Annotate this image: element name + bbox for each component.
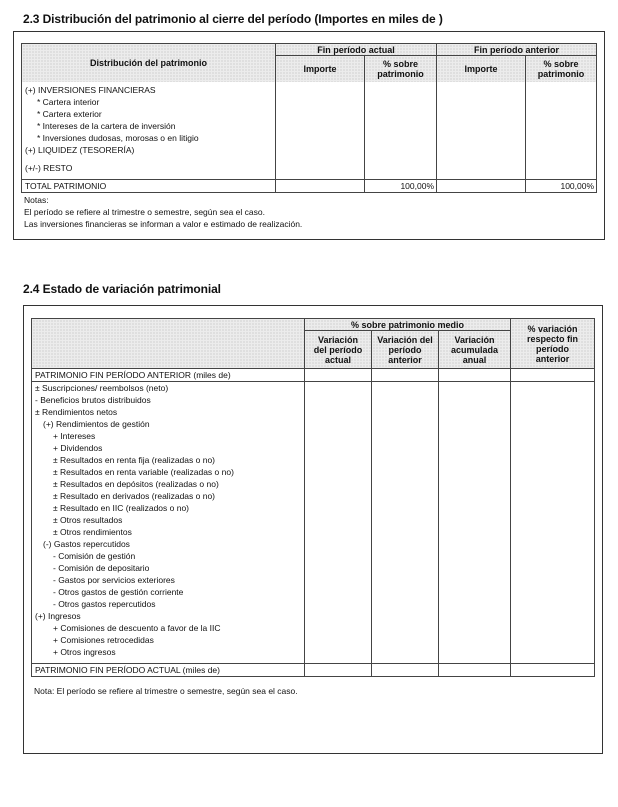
notes-heading: Notas: (24, 195, 49, 205)
row-rendimientos-netos: ± Rendimientos netos (35, 407, 118, 417)
row-gastos-servicios: - Gastos por servicios exteriores (53, 575, 175, 585)
variacion-table (31, 318, 595, 677)
row-depositos: ± Resultados en depósitos (realizadas o no) (53, 479, 219, 489)
row-otros-resultados: ± Otros resultados (53, 515, 123, 525)
cell-importe-actual (276, 82, 365, 180)
col-pct-anterior: % sobre patrimonio (526, 56, 597, 82)
section-2-3-title: 2.3 Distribución del patrimonio al cierre del período (Importes en miles de ) (23, 12, 443, 26)
col-variacion-respecto: % variación respecto fin período anterior (511, 319, 595, 369)
cell-var-respecto (511, 382, 595, 664)
section-2-4-title: 2.4 Estado de variación patrimonial (23, 282, 221, 296)
row-iic: ± Resultado en IIC (realizados o no) (53, 503, 190, 513)
row-inversiones-dudosas: * Inversiones dudosas, morosas o en litigio (37, 132, 199, 143)
row-comisiones-retrocedidas: + Comisiones retrocedidas (53, 635, 154, 645)
total-importe-actual (276, 180, 365, 193)
note-periodo: El período se refiere al trimestre o semestre, según sea el caso. (24, 207, 265, 217)
cell-pct-actual (365, 82, 437, 180)
row-otros-rendimientos: ± Otros rendimientos (53, 527, 132, 537)
cell-var-acumulada (439, 382, 511, 664)
col-distribucion-header: Distribución del patrimonio (22, 44, 276, 82)
row-otros-gastos-gestion: - Otros gastos de gestión corriente (53, 587, 184, 597)
total-pct-anterior: 100,00% (526, 180, 597, 193)
row-gastos-repercutidos: (-) Gastos repercutidos (43, 539, 130, 549)
row-ingresos: (+) Ingresos (35, 611, 81, 621)
patrimonio-items (22, 82, 276, 180)
row-inversiones-financieras: (+) INVERSIONES FINANCIERAS (25, 84, 156, 95)
row-otros-gastos-repercutidos: - Otros gastos repercutidos (53, 599, 156, 609)
variacion-note: Nota: El período se refiere al trimestre o semestre, según sea el caso. (34, 686, 298, 696)
row-comisiones-descuento: + Comisiones de descuento a favor de la IIC (53, 623, 221, 633)
group-pct-patrimonio-medio: % sobre patrimonio medio (305, 319, 511, 331)
col-variacion-acumulada: Variación acumulada anual (439, 331, 511, 369)
cell-importe-anterior (437, 82, 526, 180)
row-renta-variable: ± Resultados en renta variable (realizadas o no) (53, 467, 234, 477)
group-fin-periodo-anterior: Fin período anterior (437, 44, 597, 56)
row-patrimonio-anterior: PATRIMONIO FIN PERÍODO ANTERIOR (miles de) (32, 369, 305, 382)
row-suscripciones: ± Suscripciones/ reembolsos (neto) (35, 383, 169, 393)
note-inversiones: Las inversiones financieras se informan a valor e estimado de realización. (24, 219, 303, 229)
row-comision-depositario: - Comisión de depositario (53, 563, 150, 573)
patrimonio-notes (24, 194, 302, 230)
patrimonio-table (21, 43, 597, 193)
row-patrimonio-actual: PATRIMONIO FIN PERÍODO ACTUAL (miles de) (32, 664, 305, 677)
col-variacion-anterior: Variación del período anterior (372, 331, 439, 369)
total-importe-anterior (437, 180, 526, 193)
cell-pct-anterior (526, 82, 597, 180)
row-cartera-exterior: * Cartera exterior (37, 108, 102, 119)
row-renta-fija: ± Resultados en renta fija (realizadas o no) (53, 455, 216, 465)
col-variacion-actual: Variación del período actual (305, 331, 372, 369)
col-importe-anterior: Importe (437, 56, 526, 82)
row-intereses-cartera: * Intereses de la cartera de inversión (37, 120, 176, 131)
col-importe-actual: Importe (276, 56, 365, 82)
variacion-blank-header (32, 319, 305, 369)
row-otros-ingresos: + Otros ingresos (53, 647, 116, 657)
total-pct-actual: 100,00% (365, 180, 437, 193)
row-rendimientos-gestion: (+) Rendimientos de gestión (43, 419, 150, 429)
row-beneficios: - Beneficios brutos distribuidos (35, 395, 151, 405)
row-intereses: + Intereses (53, 431, 96, 441)
row-liquidez: (+) LIQUIDEZ (TESORERÍA) (25, 144, 135, 155)
row-cartera-interior: * Cartera interior (37, 96, 100, 107)
row-comision-gestion: - Comisión de gestión (53, 551, 136, 561)
col-pct-actual: % sobre patrimonio (365, 56, 437, 82)
row-total-patrimonio: TOTAL PATRIMONIO (22, 180, 276, 193)
row-derivados: ± Resultado en derivados (realizadas o no) (53, 491, 216, 501)
group-fin-periodo-actual: Fin período actual (276, 44, 437, 56)
row-dividendos: + Dividendos (53, 443, 103, 453)
cell-var-anterior (372, 382, 439, 664)
row-resto: (+/-) RESTO (25, 162, 73, 173)
variacion-items (32, 382, 305, 664)
cell-var-actual (305, 382, 372, 664)
